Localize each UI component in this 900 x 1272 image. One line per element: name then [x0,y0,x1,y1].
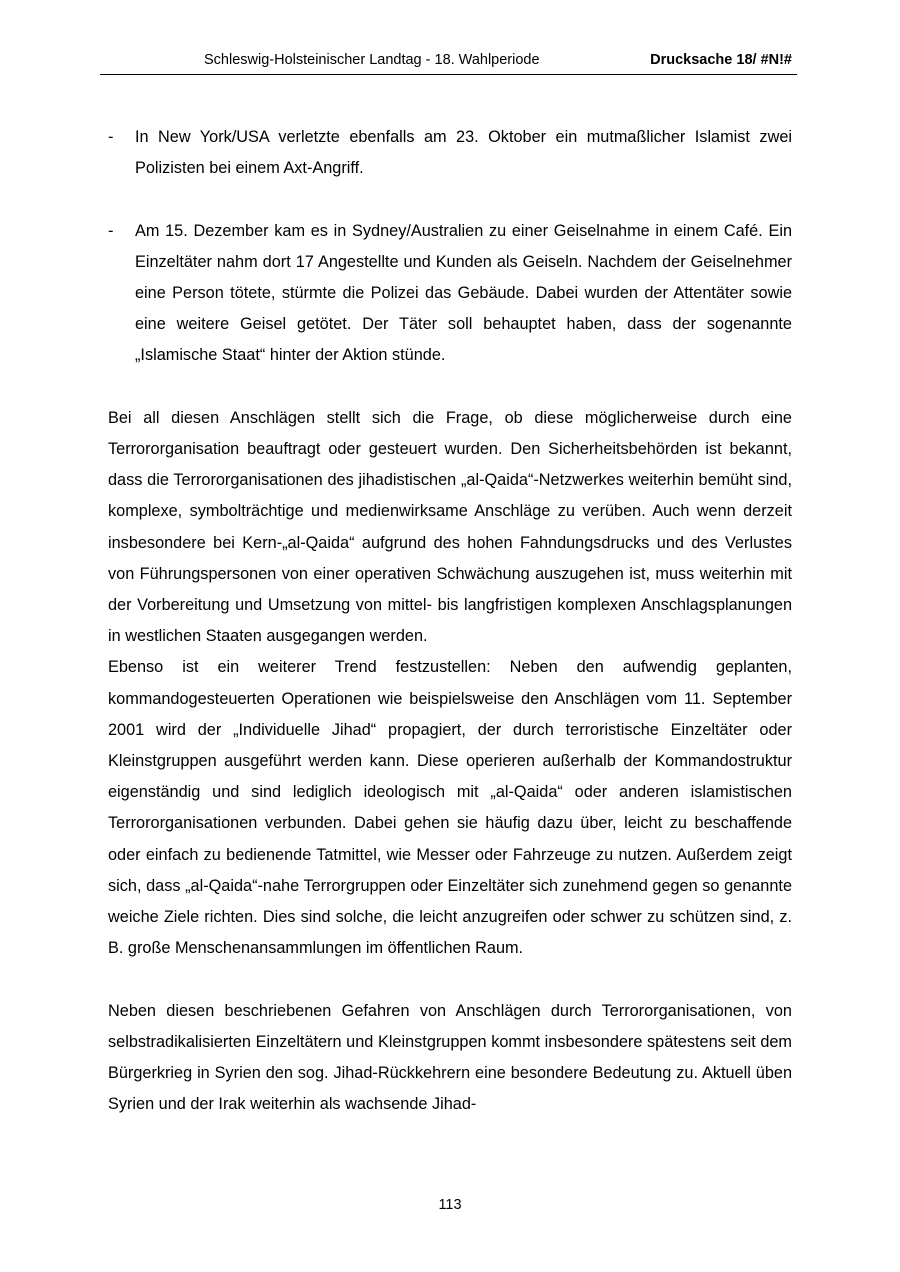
bullet-dash: - [108,221,114,240]
page-header [100,50,797,75]
spacer [108,964,792,995]
paragraph: Ebenso ist ein weiterer Trend festzustellen: Neben den aufwendig geplanten, kommandogesteuerten Operationen wie beispielsweise den Anschlägen vom 11. September 2001 wird der „Individuelle Jihad“ propagiert, der durch terroristische Einzeltäter oder Kleinstgruppen ausgeführt werden kann. Diese operieren außerhalb der Kommandostruktur eigenständig und sind lediglich ideologisch mit „al-Qaida“ oder anderen islamistischen Terrororganisationen verbunden. Dabei gehen sie häufig dazu über, leicht zu beschaffende oder einfach zu bedienende Tatmittel, wie Messer oder Fahrzeuge zu nutzen. Außerdem zeigt sich, dass „al-Qaida“-nahe Terrorgruppen oder Einzeltäter sich zunehmend gegen so genannte weiche Ziele richten. Dies sind solche, die leicht anzugreifen oder schwer zu schützen sind, z. B. große Menschenansammlungen im öffentlichen Raum. [108,658,792,958]
page-number: 113 [438,1197,462,1213]
bullet-text: In New York/USA verletzte ebenfalls am 23. Oktober ein mutmaßlicher Islamist zwei Polizisten bei einem Axt-Angriff. [135,128,792,178]
bullet-item [108,122,792,184]
bullet-item [108,216,792,372]
document-body [108,122,792,1120]
paragraph: Bei all diesen Anschlägen stellt sich die Frage, ob diese möglicherweise durch eine Terrororganisation beauftragt oder gesteuert wurden. Den Sicherheitsbehörden ist bekannt, dass die Terrororganisationen des jihadistischen „al-Qaida“-Netzwerkes weiterhin bemüht sind, komplexe, symbolträchtige und medienwirksame Anschläge zu verüben. Auch wenn derzeit insbesondere bei Kern-„al-Qaida“ aufgrund des hohen Fahndungsdrucks und des Verlustes von Führungspersonen von einer operativen Schwächung auszugehen ist, muss weiterhin mit der Vorbereitung und Umsetzung von mittel- bis langfristigen komplexen Anschlagsplanungen in westlichen Staaten ausgegangen werden. [108,408,792,646]
header-doc-number: Drucksache 18/ #N!# [650,52,792,68]
bullet-text: Am 15. Dezember kam es in Sydney/Australien zu einer Geiselnahme in einem Café. Ein Einzeltäter nahm dort 17 Angestellte und Kunden als Geiseln. Nachdem der Geiselnehmer eine Person tötete, stürmte die Polizei das Gebäude. Dabei wurden der Attentäter sowie eine weitere Geisel getötet. Der Täter soll behauptet haben, dass der sogenannte „Islamische Staat“ hinter der Aktion stünde. [135,221,792,365]
spacer [108,372,792,403]
header-title: Schleswig-Holsteinischer Landtag - 18. Wahlperiode [204,52,540,68]
bullet-dash: - [108,128,114,146]
spacer [108,184,792,215]
paragraph: Neben diesen beschriebenen Gefahren von Anschlägen durch Terrororganisationen, von selbstradikalisierten Einzeltätern und Kleinstgruppen kommt insbesondere spätestens seit dem Bürgerkrieg in Syrien den sog. Jihad-Rückkehrern eine besondere Bedeutung zu. Aktuell üben Syrien und der Irak weiterhin als wachsende Jihad- [108,1001,792,1114]
